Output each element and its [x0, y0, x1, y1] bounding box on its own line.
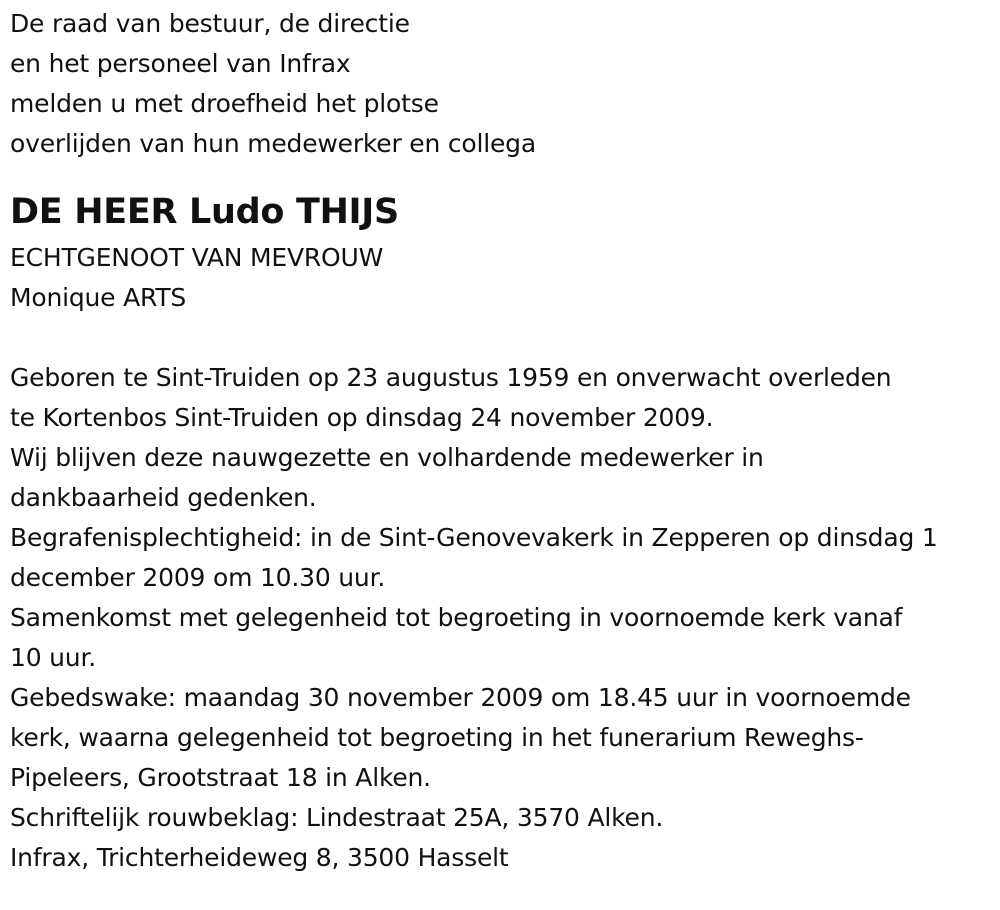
body-line: Pipeleers, Grootstraat 18 in Alken. [10, 763, 431, 792]
body-line: Wij blijven deze nauwgezette en volhardende medewerker in [10, 443, 764, 472]
body-line: Samenkomst met gelegenheid tot begroeting in voornoemde kerk vanaf [10, 603, 903, 632]
intro-line: overlijden van hun medewerker en collega [10, 129, 536, 158]
body-line: dankbaarheid gedenken. [10, 483, 317, 512]
body-line: te Kortenbos Sint-Truiden op dinsdag 24 november 2009. [10, 403, 714, 432]
death-notice [10, 0, 995, 878]
body-line: Geboren te Sint-Truiden op 23 augustus 1959 en onverwacht overleden [10, 363, 892, 392]
body-line: kerk, waarna gelegenheid tot begroeting in het funerarium Reweghs- [10, 723, 864, 752]
body-block [10, 358, 995, 878]
body-line: Schriftelijk rouwbeklag: Lindestraat 25A, 3570 Alken. [10, 803, 664, 832]
body-line: Gebedswake: maandag 30 november 2009 om 18.45 uur in voornoemde [10, 683, 911, 712]
body-line: december 2009 om 10.30 uur. [10, 563, 386, 592]
intro-line: melden u met droefheid het plotse [10, 89, 439, 118]
body-line: Begrafenisplechtigheid: in de Sint-Genovevakerk in Zepperen op dinsdag 1 [10, 523, 938, 552]
spouse-line-1: ECHTGENOOT VAN MEVROUW [10, 243, 384, 272]
intro-line: en het personeel van Infrax [10, 49, 351, 78]
intro-block [10, 0, 995, 164]
deceased-name: DE HEER Ludo THIJS [10, 192, 399, 232]
body-line: 10 uur. [10, 643, 96, 672]
spouse-line-2: Monique ARTS [10, 283, 187, 312]
intro-line: De raad van bestuur, de directie [10, 9, 410, 38]
body-line: Infrax, Trichterheideweg 8, 3500 Hasselt [10, 843, 509, 872]
